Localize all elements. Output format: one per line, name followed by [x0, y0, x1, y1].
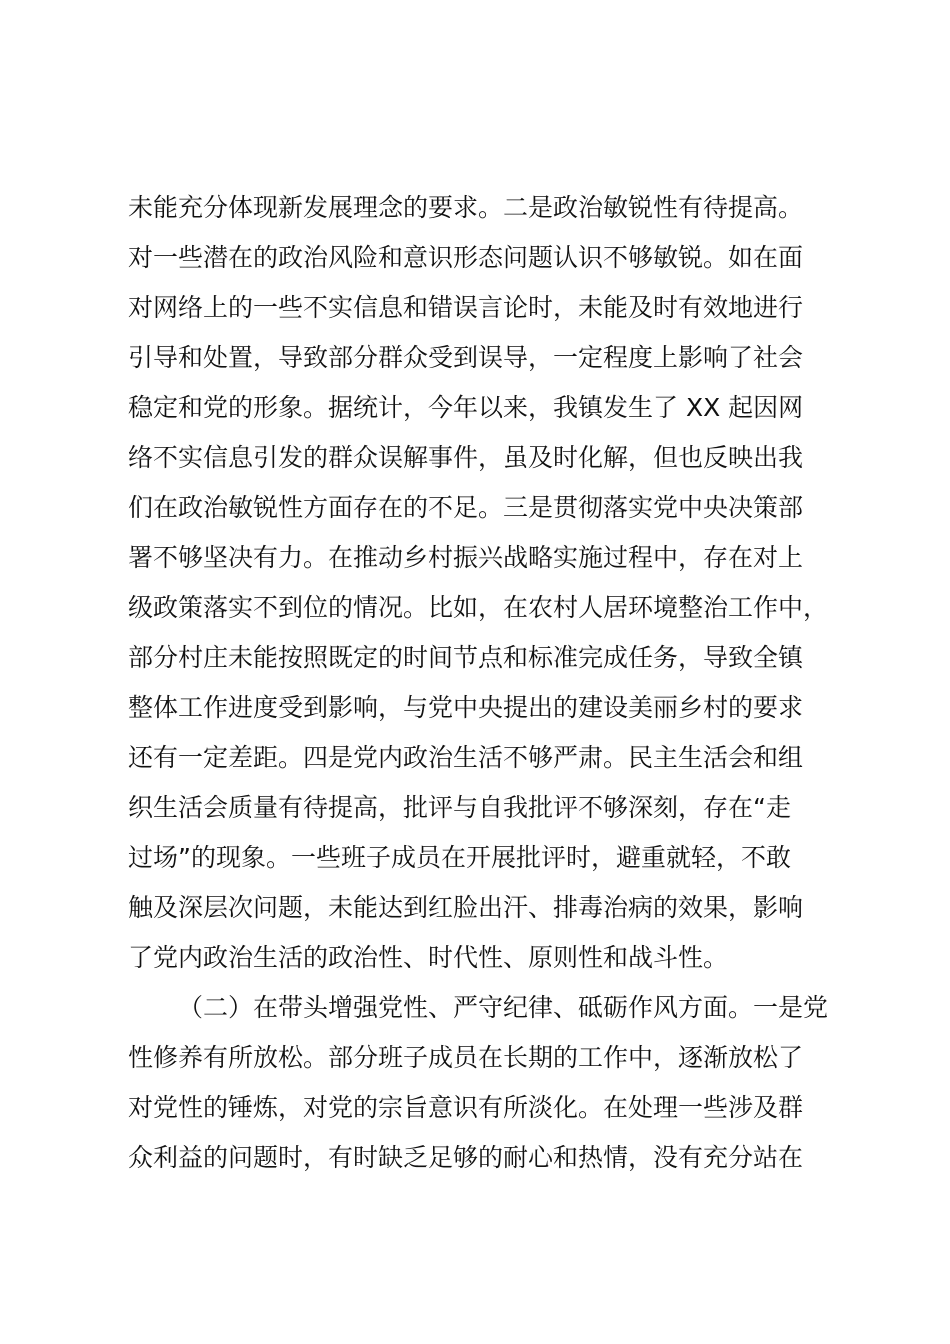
text-line: 对网络上的一些不实信息和错误言论时，未能及时有效地进行	[128, 293, 804, 322]
text-line: 署不够坚决有力。在推动乡村振兴战略实施过程中，存在对上	[128, 543, 804, 572]
body-text	[128, 183, 848, 1183]
text-line: 级政策落实不到位的情况。比如，在农村人居环境整治工作中，	[128, 593, 829, 622]
text-line: 引导和处置，导致部分群众受到误导，一定程度上影响了社会	[128, 343, 804, 372]
text-line: 性修养有所放松。部分班子成员在长期的工作中，逐渐放松了	[128, 1043, 804, 1072]
text-line: 触及深层次问题，未能达到红脸出汗、排毒治病的效果，影响	[128, 893, 804, 922]
text-line: 整体工作进度受到影响，与党中央提出的建设美丽乡村的要求	[128, 693, 804, 722]
text-line: 部分村庄未能按照既定的时间节点和标准完成任务，导致全镇	[128, 643, 804, 672]
text-line: 稳定和党的形象。据统计，今年以来，我镇发生了 XX 起因网	[128, 393, 804, 422]
text-line: （二）在带头增强党性、严守纪律、砥砺作风方面。一是党	[178, 993, 829, 1022]
text-line: 织生活会质量有待提高，批评与自我批评不够深刻，存在“走	[128, 793, 791, 822]
text-line: 了党内政治生活的政治性、时代性、原则性和战斗性。	[128, 943, 729, 972]
text-line: 对一些潜在的政治风险和意识形态问题认识不够敏锐。如在面	[128, 243, 804, 272]
text-line: 还有一定差距。四是党内政治生活不够严肃。民主生活会和组	[128, 743, 804, 772]
text-line: 过场”的现象。一些班子成员在开展批评时，避重就轻，不敢	[128, 843, 791, 872]
text-line: 未能充分体现新发展理念的要求。二是政治敏锐性有待提高。	[128, 193, 804, 222]
text-line: 们在政治敏锐性方面存在的不足。三是贯彻落实党中央决策部	[128, 493, 804, 522]
text-line: 众利益的问题时，有时缺乏足够的耐心和热情，没有充分站在	[128, 1143, 804, 1172]
text-line: 对党性的锤炼，对党的宗旨意识有所淡化。在处理一些涉及群	[128, 1093, 804, 1122]
text-line: 络不实信息引发的群众误解事件，虽及时化解，但也反映出我	[128, 443, 804, 472]
